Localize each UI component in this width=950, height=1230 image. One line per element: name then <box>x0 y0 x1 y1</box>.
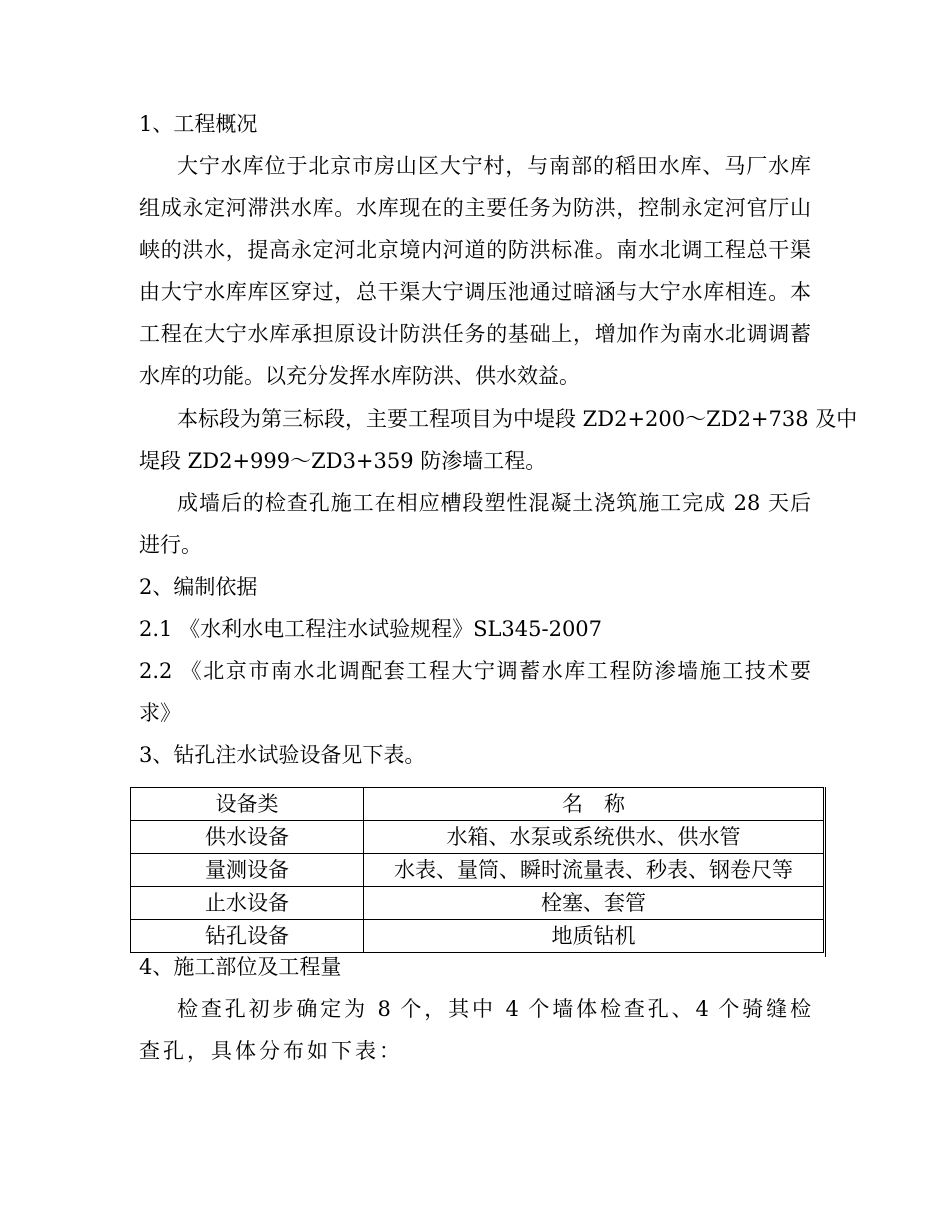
table-cell: 水箱、水泵或系统供水、供水管 <box>364 821 824 854</box>
table-header-row <box>131 788 824 821</box>
reference-item-2-line-2: 求》 <box>139 701 181 725</box>
table-row <box>131 920 824 953</box>
para3-line-2: 进行。 <box>139 533 202 557</box>
section-3-heading: 3、钻孔注水试验设备见下表。 <box>139 743 426 767</box>
table-cell: 水表、量筒、瞬时流量表、秒表、钢卷尺等 <box>364 854 824 887</box>
para2-line-2: 堤段 ZD2+999～ZD3+359 防渗墙工程。 <box>139 449 547 473</box>
table-row <box>131 821 824 854</box>
section-1-heading: 1、工程概况 <box>139 112 258 136</box>
reference-item-2-line-1: 2.2 《北京市南水北调配套工程大宁调蓄水库工程防渗墙施工技术要 <box>139 659 811 683</box>
section-2-heading: 2、编制依据 <box>139 575 258 599</box>
section-4-heading: 4、施工部位及工程量 <box>139 955 342 979</box>
table-row <box>131 854 824 887</box>
para1-line-4: 由大宁水库库区穿过，总干渠大宁调压池通过暗涵与大宁水库相连。本 <box>139 280 811 304</box>
equipment-table <box>130 787 824 953</box>
table-cell: 供水设备 <box>131 821 364 854</box>
reference-item-1: 2.1 《水利水电工程注水试验规程》SL345-2007 <box>139 617 603 641</box>
table-header-cell: 设备类 <box>131 788 364 821</box>
table-row <box>131 887 824 920</box>
para4-line-1: 检查孔初步确定为 8 个，其中 4 个墙体检查孔、4 个骑缝检 <box>177 997 811 1021</box>
table-header-cell: 名 称 <box>364 788 824 821</box>
para1-line-1: 大宁水库位于北京市房山区大宁村，与南部的稻田水库、马厂水库 <box>177 154 811 178</box>
table-right-rule <box>825 787 826 957</box>
para1-line-6: 水库的功能。以充分发挥水库防洪、供水效益。 <box>139 364 580 388</box>
table-cell: 量测设备 <box>131 854 364 887</box>
para3-line-1: 成墙后的检查孔施工在相应槽段塑性混凝土浇筑施工完成 28 天后 <box>177 491 811 515</box>
table-cell: 钻孔设备 <box>131 920 364 953</box>
table-cell: 止水设备 <box>131 887 364 920</box>
para2-line-1: 本标段为第三标段，主要工程项目为中堤段 ZD2+200～ZD2+738 及中 <box>177 407 858 431</box>
para4-line-2: 查孔，具体分布如下表： <box>139 1039 403 1063</box>
para1-line-5: 工程在大宁水库承担原设计防洪任务的基础上，增加作为南水北调调蓄 <box>139 322 811 346</box>
para1-line-2: 组成永定河滞洪水库。水库现在的主要任务为防洪，控制永定河官厅山 <box>139 196 811 220</box>
table-cell: 栓塞、套管 <box>364 887 824 920</box>
table-cell: 地质钻机 <box>364 920 824 953</box>
para1-line-3: 峡的洪水，提高永定河北京境内河道的防洪标准。南水北调工程总干渠 <box>139 238 811 262</box>
